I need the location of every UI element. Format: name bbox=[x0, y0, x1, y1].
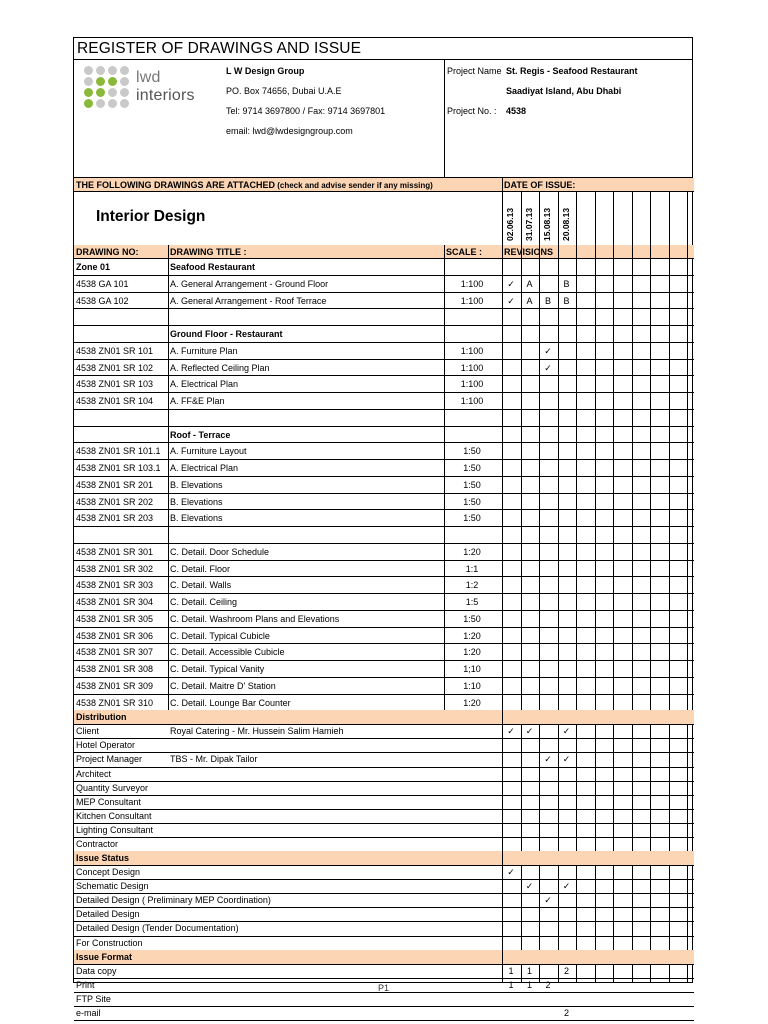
revision-mark: A bbox=[526, 278, 533, 289]
issue-date: 02.06.13 bbox=[505, 207, 515, 241]
issue-date: 20.08.13 bbox=[560, 207, 571, 241]
drawing-scale: 1:10 bbox=[463, 680, 481, 691]
grid-line bbox=[74, 526, 694, 527]
drawing-no: 4538 ZN01 SR 306 bbox=[76, 630, 154, 641]
grid-line bbox=[502, 710, 503, 982]
grid-line bbox=[74, 560, 694, 561]
grid-line bbox=[74, 936, 694, 937]
drawing-title: C. Detail. Lounge Bar Counter bbox=[170, 697, 291, 708]
drawing-scale: 1:100 bbox=[460, 379, 484, 390]
revision-mark: ✓ bbox=[507, 278, 515, 289]
drawing-no: 4538 ZN01 SR 102 bbox=[76, 362, 154, 373]
page-title: REGISTER OF DRAWINGS AND ISSUE bbox=[77, 40, 362, 57]
drawing-no: 4538 ZN01 SR 303 bbox=[76, 580, 154, 591]
grid-line bbox=[74, 258, 694, 259]
col-revisions: REVISIONS bbox=[504, 247, 554, 257]
drawing-scale: 1:100 bbox=[460, 345, 484, 356]
status-mark: ✓ bbox=[544, 754, 552, 765]
drawing-title: A. Reflected Ceiling Plan bbox=[170, 362, 270, 373]
section-heading: Issue Status bbox=[76, 853, 130, 864]
drawing-no: 4538 ZN01 SR 305 bbox=[76, 613, 154, 624]
logo-dot bbox=[120, 66, 129, 75]
col-drawing-no: DRAWING NO: bbox=[76, 247, 139, 257]
section-row-value: Royal Catering - Mr. Hussein Salim Hamieh bbox=[170, 726, 344, 737]
logo-dot bbox=[120, 99, 129, 108]
section-header-bar bbox=[74, 950, 694, 964]
drawing-no: 4538 ZN01 SR 308 bbox=[76, 664, 154, 674]
status-mark: 1 bbox=[526, 979, 532, 990]
grid-line bbox=[74, 724, 694, 725]
company-email: email: lwd@lwdesigngroup.com bbox=[226, 126, 353, 136]
drawing-scale: 1:50 bbox=[463, 446, 481, 457]
drawing-title: C. Detail. Floor bbox=[170, 563, 231, 574]
drawing-scale: 1:50 bbox=[463, 496, 481, 507]
status-mark: ✓ bbox=[544, 895, 552, 906]
col-scale: SCALE : bbox=[446, 247, 482, 257]
status-mark: 2 bbox=[563, 965, 569, 976]
grid-line bbox=[168, 245, 169, 710]
grid-line bbox=[74, 610, 694, 611]
grid-line bbox=[74, 795, 694, 796]
drawing-no: 4538 ZN01 SR 104 bbox=[76, 396, 154, 406]
grid-line bbox=[74, 978, 694, 979]
revision-mark: ✓ bbox=[544, 345, 552, 356]
drawing-no: Zone 01 bbox=[76, 262, 111, 272]
logo-dot bbox=[120, 77, 129, 86]
grid-line bbox=[74, 781, 694, 782]
grid-line bbox=[74, 375, 694, 376]
drawing-scale: 1:50 bbox=[463, 479, 481, 490]
drawing-title: B. Elevations bbox=[170, 479, 223, 490]
grid-line bbox=[74, 459, 694, 460]
drawing-title: Seafood Restaurant bbox=[170, 262, 256, 272]
logo-dot bbox=[108, 66, 117, 75]
grid-line bbox=[74, 476, 694, 477]
drawing-title: C. Detail. Door Schedule bbox=[170, 546, 270, 557]
grid-line bbox=[502, 178, 503, 191]
grid-line bbox=[74, 191, 694, 192]
drawing-title: Ground Floor - Restaurant bbox=[170, 329, 283, 339]
section-header-bar bbox=[74, 851, 694, 865]
status-mark: 1 bbox=[508, 979, 514, 990]
grid-line bbox=[74, 921, 694, 922]
grid-line bbox=[74, 543, 694, 544]
status-mark: 1 bbox=[526, 965, 532, 976]
status-mark: ✓ bbox=[507, 867, 515, 878]
status-mark: ✓ bbox=[562, 726, 571, 737]
status-mark: ✓ bbox=[525, 726, 534, 737]
logo-dot bbox=[120, 88, 129, 97]
grid-line bbox=[74, 694, 694, 695]
grid-line bbox=[74, 593, 694, 594]
drawing-title: C. Detail. Typical Cubicle bbox=[170, 630, 270, 641]
discipline-title: Interior Design bbox=[96, 208, 206, 225]
section-row-label: e-mail bbox=[76, 1007, 101, 1018]
grid-line bbox=[74, 392, 694, 393]
grid-line bbox=[74, 809, 694, 810]
grid-line bbox=[74, 677, 694, 678]
drawing-title: A. FF&E Plan bbox=[170, 396, 225, 406]
grid-line bbox=[74, 837, 694, 838]
drawing-title: A. Electrical Plan bbox=[170, 463, 239, 473]
grid-line bbox=[74, 359, 694, 360]
section-row-label: Detailed Design bbox=[76, 909, 140, 920]
status-mark: ✓ bbox=[562, 881, 571, 892]
section-row-label: Architect bbox=[76, 768, 112, 779]
drawing-no: 4538 ZN01 SR 103.1 bbox=[76, 463, 161, 473]
drawing-no: 4538 ZN01 SR 103 bbox=[76, 379, 154, 390]
company-phone: Tel: 9714 3697800 / Fax: 9714 3697801 bbox=[226, 106, 386, 116]
section-row-label: Hotel Operator bbox=[76, 740, 136, 751]
drawing-scale: 1:20 bbox=[463, 546, 481, 557]
drawing-title: A. General Arrangement - Roof Terrace bbox=[170, 295, 327, 306]
project-no: 4538 bbox=[506, 106, 527, 116]
section-row-value: TBS - Mr. Dipak Tailor bbox=[170, 754, 258, 765]
drawing-no: 4538 ZN01 SR 202 bbox=[76, 496, 154, 507]
drawing-scale: 1:20 bbox=[463, 647, 481, 658]
drawing-scale: 1:20 bbox=[463, 697, 481, 708]
logo-dot bbox=[96, 77, 105, 86]
grid-line bbox=[74, 576, 694, 577]
logo-dot bbox=[84, 66, 93, 75]
revision-mark: B bbox=[544, 295, 551, 306]
drawing-scale: 1:2 bbox=[465, 580, 479, 591]
section-row-label: Client bbox=[76, 726, 100, 737]
drawing-no: 4538 ZN01 SR 310 bbox=[76, 697, 154, 708]
page-number: P1 bbox=[378, 983, 390, 993]
drawing-title: C. Detail. Accessible Cubicle bbox=[170, 647, 285, 658]
grid-line bbox=[74, 493, 694, 494]
project-no-label: Project No. : bbox=[447, 106, 497, 116]
grid-line bbox=[74, 879, 694, 880]
grid-line bbox=[74, 1006, 694, 1007]
logo-dot bbox=[96, 99, 105, 108]
drawing-scale: 1:50 bbox=[463, 463, 481, 473]
logo-text: lwd interiors bbox=[136, 69, 195, 104]
header-block bbox=[74, 60, 692, 178]
company-name: L W Design Group bbox=[226, 66, 305, 76]
grid-line bbox=[74, 442, 694, 443]
section-row-label: MEP Consultant bbox=[76, 796, 141, 807]
project-name-label: Project Name bbox=[447, 66, 502, 76]
drawing-no: 4538 ZN01 SR 304 bbox=[76, 597, 154, 607]
logo-dot bbox=[108, 88, 117, 97]
drawing-scale: 1;10 bbox=[463, 664, 481, 674]
drawing-no: 4538 ZN01 SR 203 bbox=[76, 513, 154, 524]
grid-line bbox=[74, 342, 694, 343]
drawing-title: C. Detail. Walls bbox=[170, 580, 232, 591]
section-row-label: Kitchen Consultant bbox=[76, 810, 152, 821]
drawing-scale: 1:100 bbox=[460, 278, 484, 289]
drawing-no: 4538 ZN01 SR 309 bbox=[76, 680, 154, 691]
grid-line bbox=[74, 738, 694, 739]
status-mark: ✓ bbox=[562, 754, 571, 765]
logo-dot bbox=[84, 77, 93, 86]
section-heading: Distribution bbox=[76, 712, 127, 723]
grid-line bbox=[444, 245, 445, 710]
drawing-no: 4538 ZN01 SR 201 bbox=[76, 479, 154, 490]
company-address: PO. Box 74656, Dubai U.A.E bbox=[226, 86, 342, 96]
status-mark: 2 bbox=[563, 1007, 569, 1018]
drawing-title: A. Furniture Plan bbox=[170, 345, 238, 356]
drawing-scale: 1:1 bbox=[465, 563, 479, 574]
company-logo bbox=[80, 64, 220, 114]
project-location: Saadiyat Island, Abu Dhabi bbox=[506, 86, 622, 96]
grid-line bbox=[74, 509, 694, 510]
grid-line bbox=[74, 275, 694, 276]
drawing-title: C. Detail. Maitre D' Station bbox=[170, 680, 276, 691]
status-mark: 2 bbox=[545, 979, 551, 990]
drawing-no: 4538 ZN01 SR 302 bbox=[76, 563, 154, 574]
drawing-no: 4538 ZN01 SR 101 bbox=[76, 345, 154, 356]
drawing-title: B. Elevations bbox=[170, 513, 223, 524]
drawing-title: C. Detail. Ceiling bbox=[170, 597, 238, 607]
section-header-bar bbox=[74, 710, 694, 724]
section-heading: Issue Format bbox=[76, 951, 133, 962]
grid-line bbox=[74, 767, 694, 768]
drawing-title: C. Detail. Typical Vanity bbox=[170, 664, 265, 674]
grid-line bbox=[74, 823, 694, 824]
project-name: St. Regis - Seafood Restaurant bbox=[506, 66, 638, 76]
col-drawing-title: DRAWING TITLE : bbox=[170, 247, 247, 257]
section-row-label: Concept Design bbox=[76, 867, 141, 878]
drawing-scale: 1:100 bbox=[460, 295, 484, 306]
drawing-scale: 1:50 bbox=[463, 613, 481, 624]
grid-line bbox=[74, 1020, 694, 1021]
logo-dot bbox=[108, 99, 117, 108]
issue-date: 31.07.13 bbox=[523, 207, 534, 241]
title-row bbox=[74, 38, 692, 60]
logo-dot bbox=[96, 66, 105, 75]
section-row-label: Quantity Surveyor bbox=[76, 782, 149, 793]
issue-date: 15.08.13 bbox=[542, 207, 552, 241]
section-row-label: Contractor bbox=[76, 838, 119, 849]
logo-dot bbox=[84, 88, 93, 97]
drawing-title: A. General Arrangement - Ground Floor bbox=[170, 278, 329, 289]
grid-line bbox=[74, 426, 694, 427]
drawing-scale: 1:100 bbox=[460, 362, 484, 373]
drawing-scale: 1:100 bbox=[460, 396, 484, 406]
drawing-title: Roof - Terrace bbox=[170, 429, 231, 440]
section-row-label: Lighting Consultant bbox=[76, 824, 154, 835]
status-mark: 1 bbox=[508, 965, 514, 976]
drawing-no: 4538 ZN01 SR 101.1 bbox=[76, 446, 161, 457]
section-row-label: Project Manager bbox=[76, 754, 143, 765]
section-row-label: Data copy bbox=[76, 965, 117, 976]
section-row-label: Detailed Design ( Preliminary MEP Coordination) bbox=[76, 895, 271, 906]
logo-dot bbox=[84, 99, 93, 108]
drawing-no: 4538 GA 101 bbox=[76, 278, 129, 289]
grid-line bbox=[74, 964, 694, 965]
section-row-label: FTP Site bbox=[76, 993, 111, 1004]
drawing-scale: 1:5 bbox=[465, 597, 479, 607]
drawing-title: A. Furniture Layout bbox=[170, 446, 247, 457]
revision-mark: ✓ bbox=[507, 295, 515, 306]
grid-line bbox=[74, 325, 694, 326]
drawing-no: 4538 ZN01 SR 307 bbox=[76, 647, 154, 658]
section-row-label: Schematic Design bbox=[76, 881, 149, 892]
drawing-scale: 1:20 bbox=[463, 630, 481, 641]
revision-mark: A bbox=[526, 295, 533, 306]
revision-mark: B bbox=[563, 278, 570, 289]
date-of-issue-label: DATE OF ISSUE: bbox=[504, 180, 576, 190]
grid-line bbox=[74, 308, 694, 309]
grid-line bbox=[74, 893, 694, 894]
drawing-title: B. Elevations bbox=[170, 496, 223, 507]
drawing-title: C. Detail. Washroom Plans and Elevations bbox=[170, 613, 340, 624]
revision-mark: ✓ bbox=[544, 362, 552, 373]
drawing-no: 4538 ZN01 SR 301 bbox=[76, 546, 154, 557]
grid-line bbox=[74, 865, 694, 866]
drawing-scale: 1:50 bbox=[463, 513, 481, 524]
section-row-label: Detailed Design (Tender Documentation) bbox=[76, 923, 239, 934]
grid-line bbox=[74, 660, 694, 661]
status-mark: ✓ bbox=[507, 726, 515, 737]
drawing-title: A. Electrical Plan bbox=[170, 379, 239, 390]
grid-line bbox=[502, 191, 503, 710]
grid-line bbox=[74, 627, 694, 628]
logo-dot bbox=[96, 88, 105, 97]
section-row-label: Print bbox=[76, 979, 95, 990]
grid-line bbox=[74, 292, 694, 293]
logo-dot bbox=[108, 77, 117, 86]
column-header-bar bbox=[74, 245, 694, 258]
drawing-no: 4538 GA 102 bbox=[76, 295, 129, 306]
section-row-label: For Construction bbox=[76, 937, 143, 948]
grid-line bbox=[74, 752, 694, 753]
grid-line bbox=[74, 907, 694, 908]
revision-mark: B bbox=[563, 295, 570, 306]
grid-line bbox=[74, 409, 694, 410]
status-mark: ✓ bbox=[525, 881, 534, 892]
grid-line bbox=[74, 643, 694, 644]
attached-text: THE FOLLOWING DRAWINGS ARE ATTACHED (check and advise sender if any missing) bbox=[76, 180, 433, 190]
